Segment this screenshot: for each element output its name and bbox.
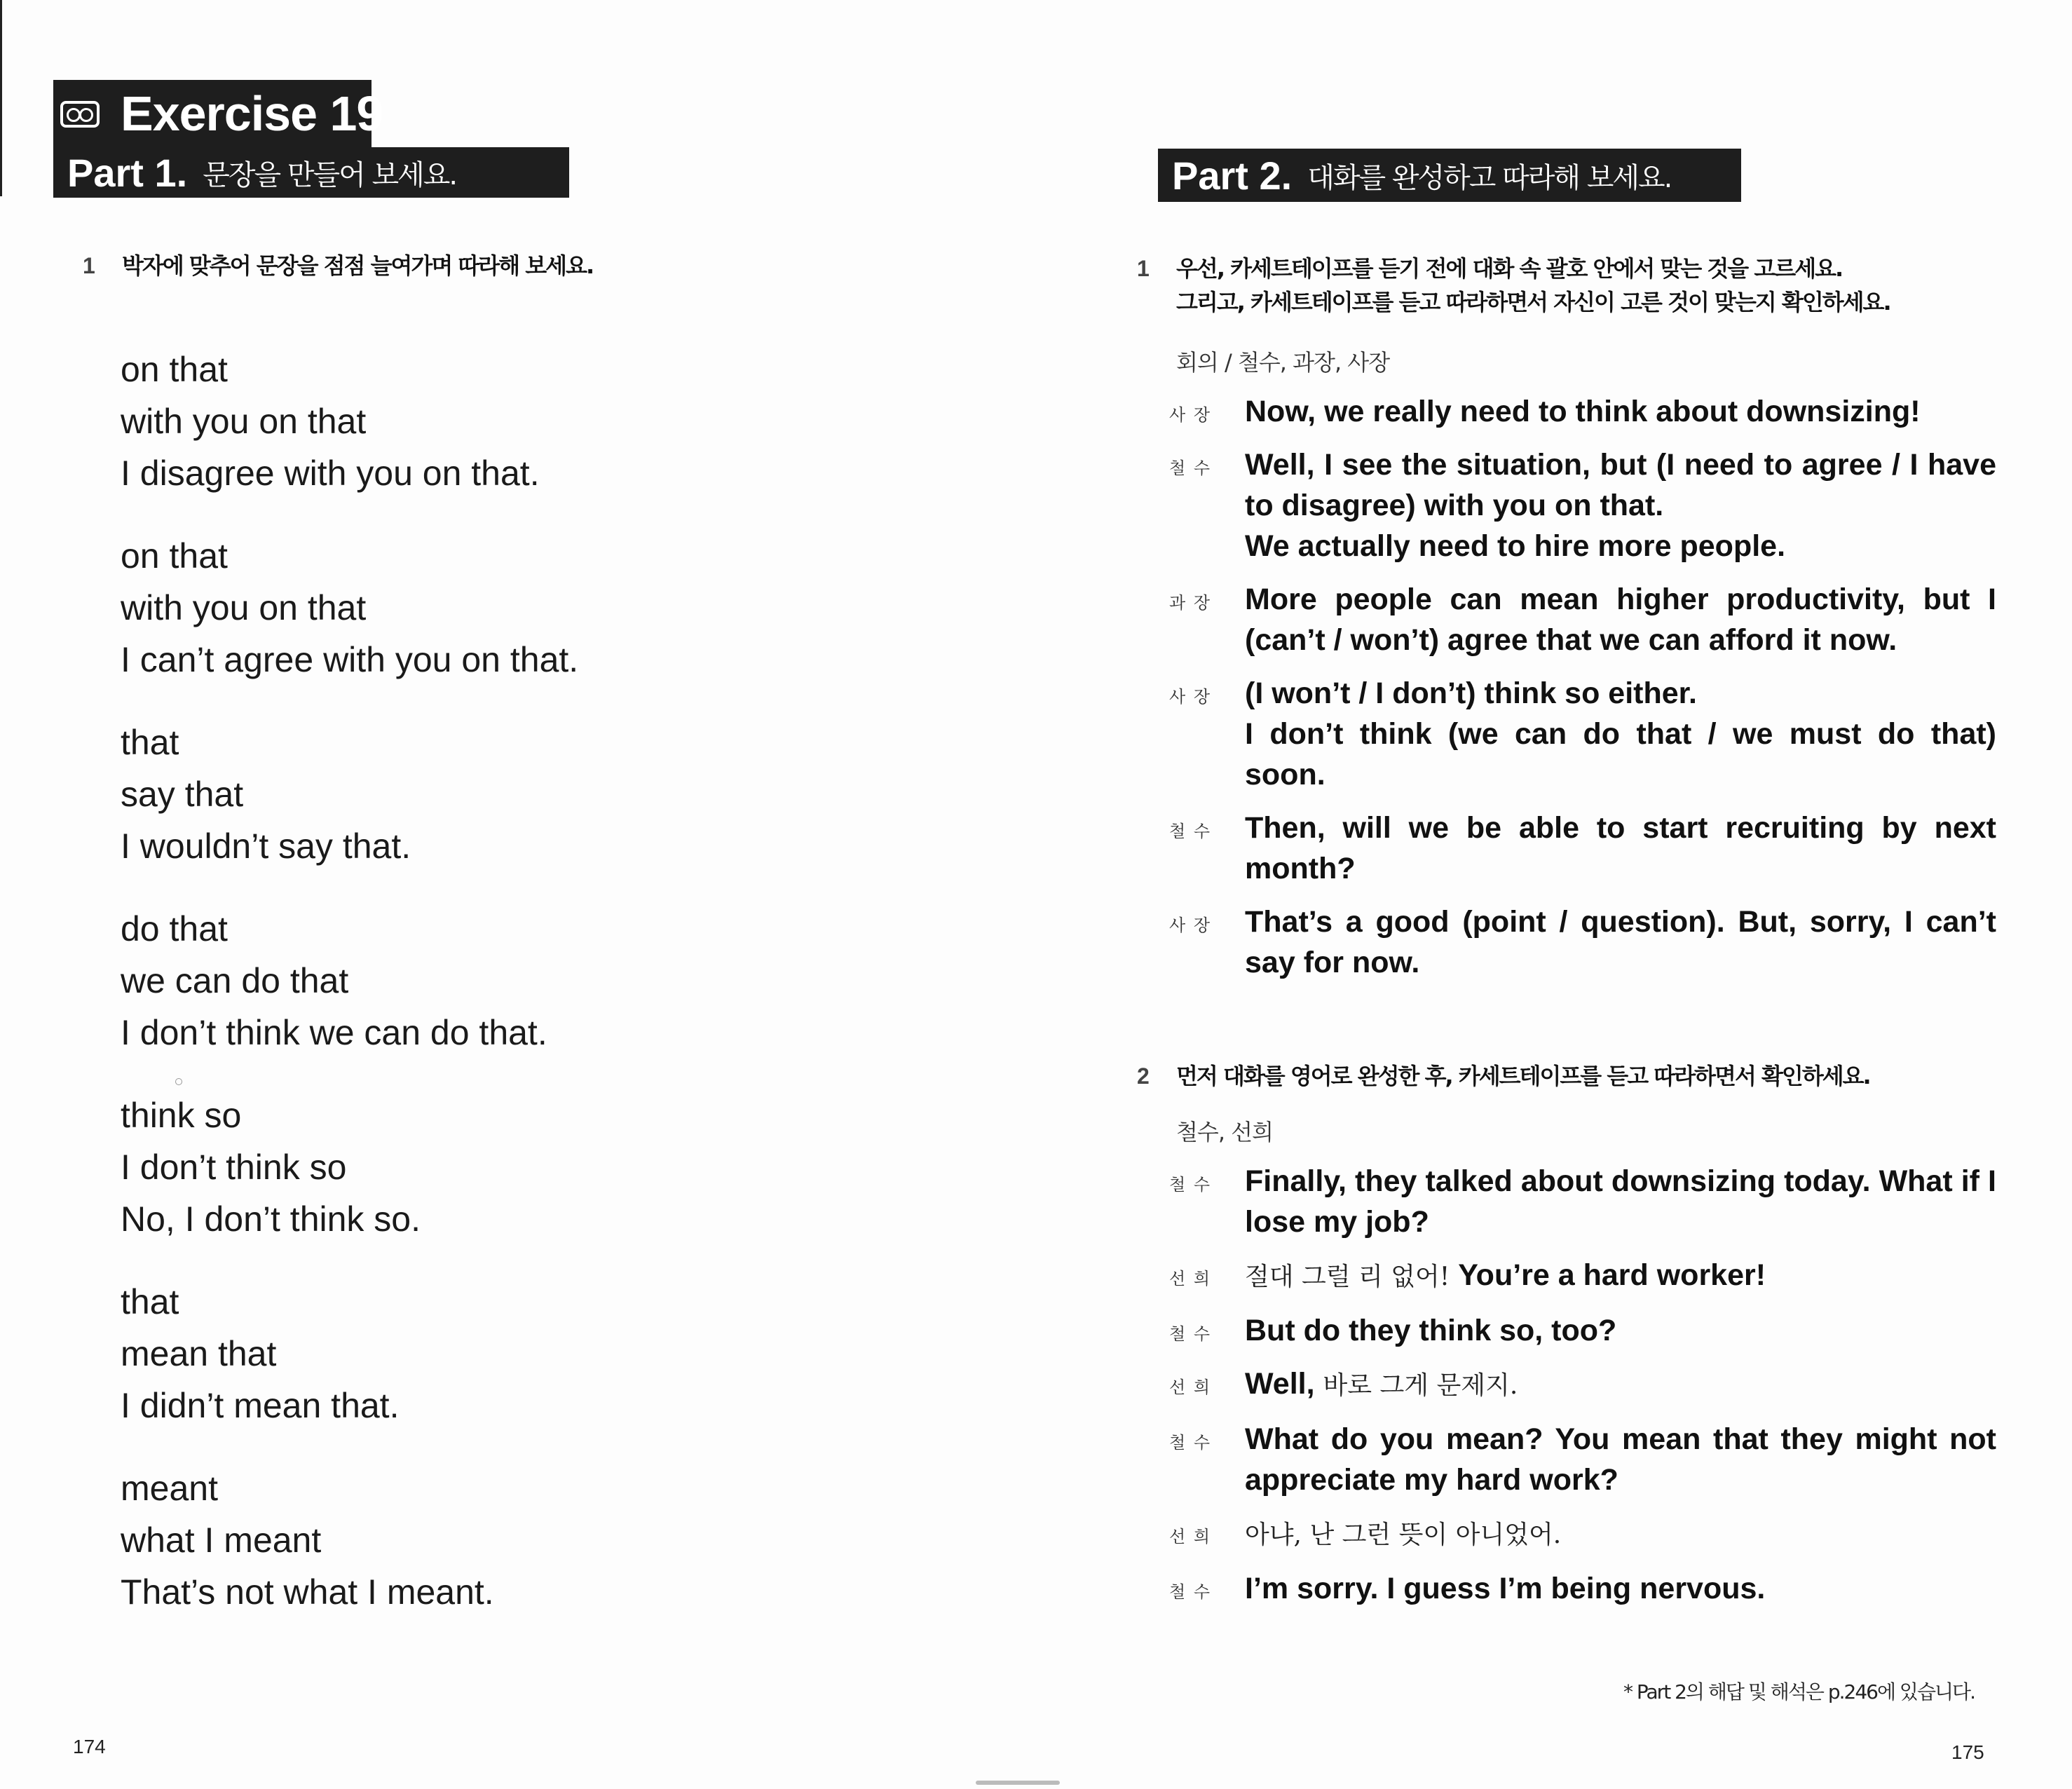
answer-footnote: * Part 2의 해답 및 해석은 p.246에 있습니다. — [1623, 1680, 1975, 1703]
instruction-text: 박자에 맞추어 문장을 점점 늘여가며 따라해 보세요. — [122, 252, 594, 279]
utterance-text: You’re a hard worker! — [1458, 1258, 1766, 1292]
utterance — [1245, 1513, 1996, 1556]
utterance: Then, will we be able to start recruiting by next month? — [1245, 811, 1996, 885]
speaker-label: 철 수 — [1169, 1324, 1211, 1344]
drill-group — [121, 1089, 578, 1245]
drill-line: meant — [121, 1469, 218, 1508]
cassette-tape-icon — [60, 101, 100, 128]
binding-shadow — [976, 1781, 1060, 1785]
korean-prompt: 아냐, 난 그런 뜻이 아니었어. — [1245, 1521, 1562, 1549]
speaker-label: 사 장 — [1169, 405, 1211, 425]
drill-sentence: I can’t agree with you on that. — [121, 640, 579, 679]
instruction-number: 1 — [83, 253, 94, 278]
drill-group — [121, 716, 578, 872]
drill-line: mean that — [121, 1334, 277, 1373]
drill-line: on that — [121, 350, 228, 389]
drill-line: that — [121, 1282, 179, 1321]
section2-scene: 철수, 선희 — [1176, 1119, 1273, 1145]
utterance: What do you mean? You mean that they might not appreciate my hard work? — [1245, 1422, 1996, 1497]
drill-line: do that — [121, 909, 228, 948]
part1-header — [53, 147, 569, 198]
part2-description: 대화를 완성하고 따라해 보세요. — [1307, 161, 1672, 194]
drill-line: I don’t think so — [121, 1148, 347, 1187]
dialogue-turn — [1169, 902, 1996, 983]
section2-instruction — [1137, 1056, 1870, 1096]
page-number-right: 175 — [1951, 1741, 1984, 1763]
utterance: More people can mean higher productivity, but I (can’t / won’t) agree that we can afford it now. — [1245, 583, 1996, 657]
speaker-label: 사 장 — [1169, 687, 1211, 707]
speaker-label: 철 수 — [1169, 822, 1211, 841]
utterance — [1245, 1363, 1996, 1406]
dialogue-turn — [1169, 1161, 1996, 1242]
dialogue-turn — [1169, 1568, 1996, 1609]
speaker-label: 선 희 — [1169, 1378, 1211, 1397]
instruction-line: 우선, 카세트테이프를 듣기 전에 대화 속 괄호 안에서 맞는 것을 고르세요. — [1176, 255, 1843, 282]
exercise-title: Exercise 19 — [121, 86, 383, 141]
drill-group — [121, 530, 578, 686]
drill-sentence: No, I don’t think so. — [121, 1199, 421, 1239]
drill-line: with you on that — [121, 402, 367, 441]
utterance: Now, we really need to think about downsizing! — [1245, 395, 1921, 428]
korean-prompt: 바로 그게 문제지. — [1323, 1371, 1518, 1400]
speaker-label: 과 장 — [1169, 593, 1211, 613]
page-number-left: 174 — [73, 1736, 106, 1757]
utterance: That’s a good (point / question). But, sorry, I can’t say for now. — [1245, 905, 1996, 979]
part2-label: Part 2. — [1172, 153, 1293, 198]
speaker-label: 선 희 — [1169, 1527, 1211, 1546]
instruction-number: 2 — [1137, 1063, 1148, 1089]
utterance — [1245, 444, 1996, 566]
drill-line: with you on that — [121, 588, 367, 627]
korean-prompt: 절대 그럴 리 없어! — [1245, 1263, 1450, 1291]
dialogue-turn — [1169, 1310, 1996, 1351]
utterance-text: Well, — [1245, 1367, 1315, 1401]
section2-dialogue — [1169, 1161, 1996, 1621]
drill-line: we can do that — [121, 961, 349, 1000]
dialogue-turn — [1169, 579, 1996, 660]
dialogue-turn — [1169, 1419, 1996, 1500]
dialogue-turn — [1169, 808, 1996, 889]
dialogue-turn — [1169, 1255, 1996, 1298]
instruction-line: 그리고, 카세트테이프를 듣고 따라하면서 자신이 고른 것이 맞는지 확인하세요. — [1176, 289, 1890, 315]
drill-sentence: I disagree with you on that. — [121, 454, 540, 493]
utterance: Finally, they talked about downsizing today. What if I lose my job? — [1245, 1164, 1996, 1239]
dialogue-turn — [1169, 673, 1996, 795]
speaker-label: 철 수 — [1169, 1433, 1211, 1453]
utterance — [1245, 673, 1996, 795]
drill-group — [121, 1462, 578, 1618]
speaker-label: 철 수 — [1169, 1582, 1211, 1602]
speaker-label: 사 장 — [1169, 916, 1211, 935]
dialogue-turn — [1169, 1363, 1996, 1406]
drill-line: on that — [121, 536, 228, 576]
drill-line: what I meant — [121, 1521, 322, 1560]
drill-sentence: I wouldn’t say that. — [121, 827, 411, 866]
drill-line: that — [121, 723, 179, 762]
utterance-line: Well, I see the situation, but (I need to agree / I have to disagree) with you on that. — [1245, 448, 1996, 522]
utterance: I’m sorry. I guess I’m being nervous. — [1245, 1572, 1766, 1605]
drill-group — [121, 343, 578, 499]
dialogue-turn — [1169, 444, 1996, 566]
utterance: But do they think so, too? — [1245, 1314, 1617, 1347]
part2-header — [1158, 149, 1741, 202]
section1-instruction — [1137, 248, 1890, 322]
speaker-label: 철 수 — [1169, 1175, 1211, 1195]
instruction-line: 먼저 대화를 영어로 완성한 후, 카세트테이프를 듣고 따라하면서 확인하세요. — [1176, 1063, 1870, 1089]
instruction-number: 1 — [1137, 256, 1148, 281]
drill-sentence: I don’t think we can do that. — [121, 1013, 547, 1052]
section1-scene: 회의 / 철수, 과장, 사장 — [1176, 349, 1390, 376]
part1-label: Part 1. — [67, 150, 188, 195]
drill-sentence: That’s not what I meant. — [121, 1572, 494, 1612]
utterance-line: We actually need to hire more people. — [1245, 529, 1786, 563]
dialogue-turn — [1169, 1513, 1996, 1556]
stray-mark — [175, 1078, 182, 1085]
part1-description: 문장을 만들어 보세요. — [203, 158, 457, 191]
drill-sentence: I didn’t mean that. — [121, 1386, 400, 1425]
utterance-line: (I won’t / I don’t) think so either. — [1245, 676, 1697, 710]
drill-line: think so — [121, 1096, 242, 1135]
speaker-label: 선 희 — [1169, 1269, 1211, 1288]
section1-dialogue — [1169, 391, 1996, 995]
dialogue-turn — [1169, 391, 1996, 432]
utterance-line: I don’t think (we can do that / we must do that) soon. — [1245, 717, 1996, 791]
speaker-label: 철 수 — [1169, 458, 1211, 478]
drill-group — [121, 1276, 578, 1431]
utterance — [1245, 1255, 1996, 1298]
drill-group — [121, 903, 578, 1059]
drill-list — [121, 343, 578, 1649]
part1-instruction — [83, 245, 593, 286]
exercise-header — [53, 80, 383, 149]
drill-line: say that — [121, 775, 244, 814]
